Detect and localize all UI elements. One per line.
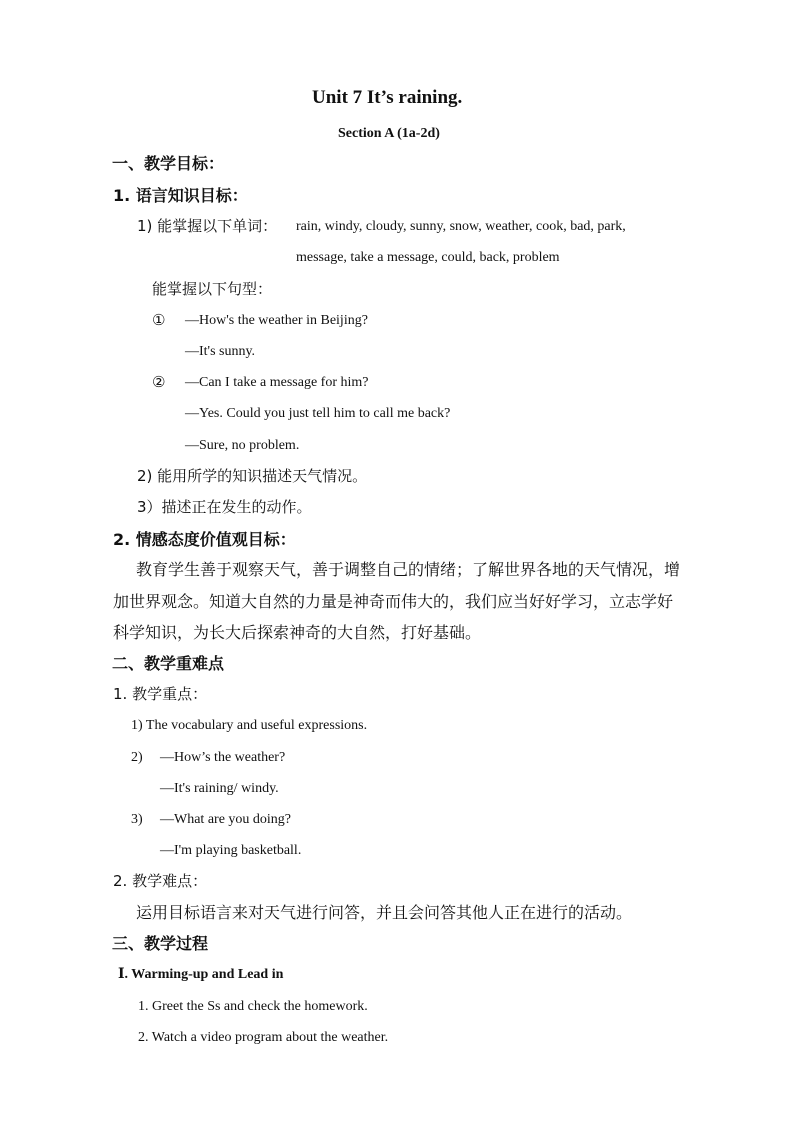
difficult-points-heading: 2. 教学难点： (113, 872, 208, 890)
values-paragraph-line-1: 教育学生善于观察天气，善于调整自己的情绪；了解世界各地的天气情况，增 (136, 560, 681, 579)
subheading-attitudes-values: 2. 情感态度价值观目标： (113, 530, 296, 549)
words-label: 1) 能掌握以下单词： (137, 217, 278, 235)
values-paragraph-line-2: 加世界观念。知道大自然的力量是神奇而伟大的，我们应当好好学习，立志学好 (113, 592, 674, 611)
key-point-3-line-2: —I'm playing basketball. (160, 843, 302, 858)
dialogue-2-line-1: —Can I take a message for him? (185, 375, 369, 390)
words-line-2: message, take a message, could, back, problem (296, 250, 560, 265)
key-point-1: 1) The vocabulary and useful expressions. (131, 718, 368, 733)
difficult-points-text: 运用目标语言来对天气进行问答，并且会问答其他人正在进行的活动。 (136, 903, 633, 922)
section-heading-process: 三、教学过程 (112, 934, 209, 953)
section-heading-objectives: 一、教学目标： (112, 154, 225, 173)
section-heading-key-difficult: 二、教学重难点 (112, 654, 225, 673)
key-point-2-line-1: —How’s the weather? (160, 750, 286, 765)
dialogue-2-line-2: —Yes. Could you just tell him to call me back? (185, 406, 451, 421)
key-point-2-marker: 2) (131, 750, 143, 765)
dialogue-1-marker: ① (152, 311, 166, 329)
page-title: Unit 7 It’s raining. (312, 87, 463, 108)
dialogue-1-line-1: —How's the weather in Beijing? (185, 313, 368, 328)
stage-1-step-2: 2. Watch a video program about the weather. (138, 1030, 389, 1045)
key-point-3-line-1: —What are you doing? (160, 812, 292, 827)
sentences-label: 能掌握以下句型： (152, 280, 273, 298)
key-point-2-line-2: —It's raining/ windy. (160, 781, 279, 796)
words-line-1: rain, windy, cloudy, sunny, snow, weather, cook, bad, park, (296, 219, 626, 234)
stage-1-heading: Ⅰ. Warming-up and Lead in (118, 967, 284, 982)
page-subtitle: Section A (1a-2d) (338, 126, 440, 141)
stage-1-step-1: 1. Greet the Ss and check the homework. (138, 999, 368, 1014)
objective-point-3: 3）描述正在发生的动作。 (137, 498, 312, 516)
dialogue-2-marker: ② (152, 373, 166, 391)
key-points-heading: 1. 教学重点： (113, 685, 208, 703)
key-point-3-marker: 3) (131, 812, 143, 827)
dialogue-1-line-2: —It's sunny. (185, 344, 256, 359)
subheading-language-knowledge: 1. 语言知识目标： (113, 186, 248, 205)
objective-point-2: 2) 能用所学的知识描述天气情况。 (137, 467, 368, 485)
values-paragraph-line-3: 科学知识，为长大后探索神奇的大自然，打好基础。 (113, 623, 482, 642)
dialogue-2-line-3: —Sure, no problem. (185, 438, 300, 453)
